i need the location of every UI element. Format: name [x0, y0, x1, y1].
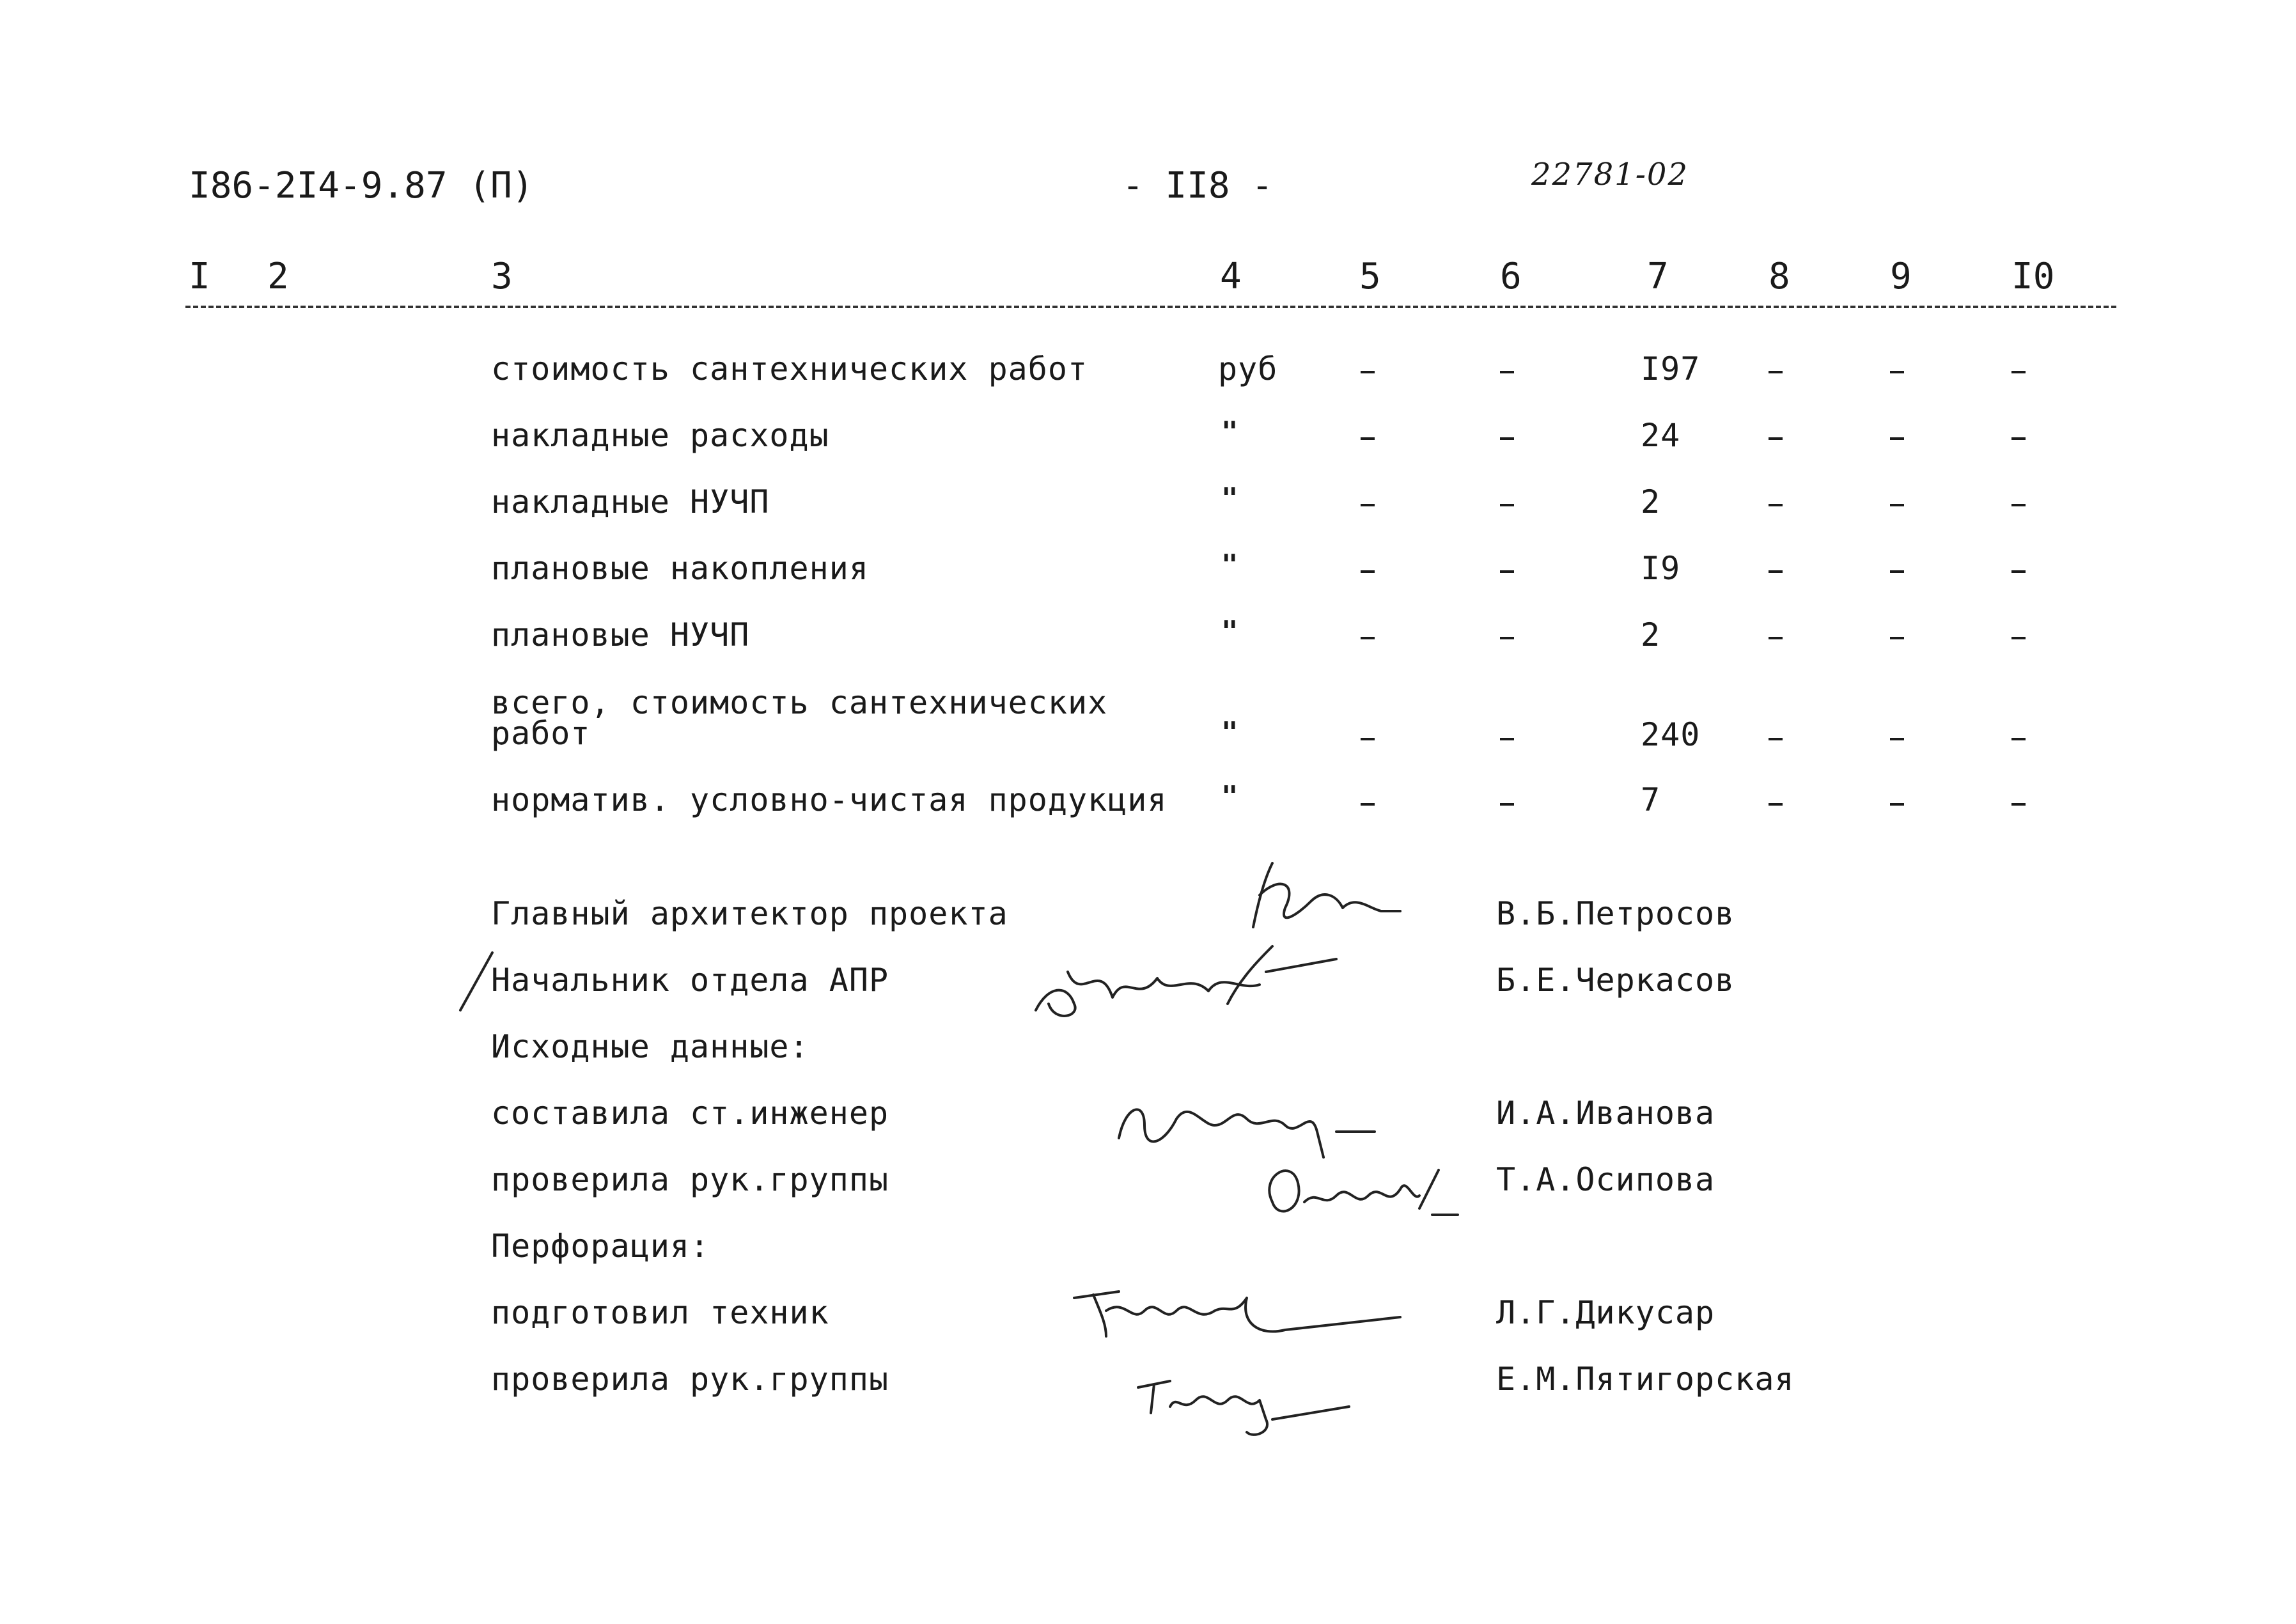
row-name: накладные расходы — [491, 417, 829, 454]
section-heading: Перфорация: — [491, 1228, 710, 1265]
signatory-name: Л.Г.Дикусар — [1496, 1294, 1715, 1331]
handwritten-signature-osipova — [1253, 1151, 1471, 1234]
empty-dash — [1890, 371, 1904, 373]
handwritten-signature-pyatigorskaya — [1125, 1362, 1368, 1445]
empty-dash — [1500, 504, 1514, 506]
column-number: I — [189, 256, 210, 297]
empty-dash — [1500, 570, 1514, 573]
signature-role: подготовил техник — [491, 1294, 829, 1331]
column-header-rule — [185, 306, 2116, 308]
empty-dash — [1769, 637, 1783, 639]
signatory-name: Е.М.Пятигорская — [1496, 1361, 1795, 1398]
empty-dash — [1500, 738, 1514, 740]
section-heading: Исходные данные: — [491, 1028, 809, 1065]
column-number: 3 — [491, 256, 513, 297]
column-number: I0 — [2011, 256, 2055, 297]
signatory-name: В.Б.Петросов — [1496, 895, 1735, 932]
empty-dash — [1890, 570, 1904, 573]
empty-dash — [1500, 437, 1514, 440]
row-unit-ditto: " — [1221, 416, 1238, 448]
row-name-line2: работ — [491, 715, 591, 752]
row-value-col7: 2 — [1641, 483, 1661, 520]
empty-dash — [1361, 504, 1375, 506]
empty-dash — [1361, 371, 1375, 373]
empty-dash — [1361, 437, 1375, 440]
empty-dash — [1769, 437, 1783, 440]
signatory-name: И.А.Иванова — [1496, 1095, 1715, 1132]
row-value-col7: 24 — [1641, 417, 1681, 454]
column-number: 6 — [1500, 256, 1522, 297]
row-name: плановые НУЧП — [491, 616, 750, 653]
empty-dash — [1769, 738, 1783, 740]
handwritten-number: 22781-02 — [1531, 157, 1689, 192]
column-number: 4 — [1220, 256, 1242, 297]
empty-dash — [1500, 371, 1514, 373]
signature-role: проверила рук.группы — [491, 1161, 889, 1198]
empty-dash — [1769, 504, 1783, 506]
empty-dash — [2011, 738, 2026, 740]
document-code: I86-2I4-9.87 (П) — [189, 165, 534, 207]
row-unit: руб — [1218, 350, 1278, 387]
empty-dash — [1500, 803, 1514, 806]
row-value-col7: I97 — [1641, 350, 1701, 387]
empty-dash — [1890, 803, 1904, 806]
empty-dash — [2011, 637, 2026, 639]
column-number: 5 — [1359, 256, 1381, 297]
handwritten-signature-dikusar — [1068, 1272, 1413, 1355]
column-number: 7 — [1647, 256, 1669, 297]
empty-dash — [1361, 803, 1375, 806]
handwritten-slash-mark — [448, 946, 512, 1023]
empty-dash — [2011, 504, 2026, 506]
empty-dash — [2011, 437, 2026, 440]
row-name: плановые накопления — [491, 550, 869, 587]
page-number: - II8 - — [1122, 165, 1274, 207]
handwritten-signature-petrosov — [1240, 857, 1432, 940]
row-unit-ditto: " — [1221, 615, 1238, 648]
empty-dash — [1890, 738, 1904, 740]
row-unit-ditto: " — [1221, 549, 1238, 581]
row-value-col7: I9 — [1641, 550, 1681, 587]
handwritten-signature-cherkasov — [1029, 933, 1362, 1029]
empty-dash — [1890, 637, 1904, 639]
signature-role: составила ст.инженер — [491, 1095, 889, 1132]
empty-dash — [1890, 504, 1904, 506]
empty-dash — [1890, 437, 1904, 440]
row-name: накладные НУЧП — [491, 483, 770, 520]
signature-role: проверила рук.группы — [491, 1361, 889, 1398]
row-value-col7: 7 — [1641, 781, 1661, 818]
row-unit-ditto: " — [1221, 780, 1238, 813]
empty-dash — [1361, 637, 1375, 639]
empty-dash — [2011, 803, 2026, 806]
empty-dash — [2011, 570, 2026, 573]
empty-dash — [1769, 570, 1783, 573]
column-number: 9 — [1890, 256, 1912, 297]
row-name: стоимость сантехнических работ — [491, 350, 1088, 387]
row-value-col7: 240 — [1641, 716, 1701, 753]
row-value-col7: 2 — [1641, 616, 1661, 653]
empty-dash — [2011, 371, 2026, 373]
empty-dash — [1769, 803, 1783, 806]
row-unit-ditto: " — [1221, 716, 1238, 749]
signatory-name: Б.Е.Черкасов — [1496, 962, 1735, 999]
signature-role: Главный архитектор проекта — [491, 895, 1008, 932]
signatory-name: Т.А.Осипова — [1496, 1161, 1715, 1198]
signature-role: Начальник отдела АПР — [491, 962, 889, 999]
row-name: норматив. условно-чистая продукция — [491, 781, 1168, 818]
empty-dash — [1500, 637, 1514, 639]
column-number: 2 — [267, 256, 289, 297]
empty-dash — [1769, 371, 1783, 373]
empty-dash — [1361, 570, 1375, 573]
row-name-line1: всего, стоимость сантехнических — [491, 684, 1108, 721]
column-number: 8 — [1769, 256, 1790, 297]
row-unit-ditto: " — [1221, 482, 1238, 515]
empty-dash — [1361, 738, 1375, 740]
